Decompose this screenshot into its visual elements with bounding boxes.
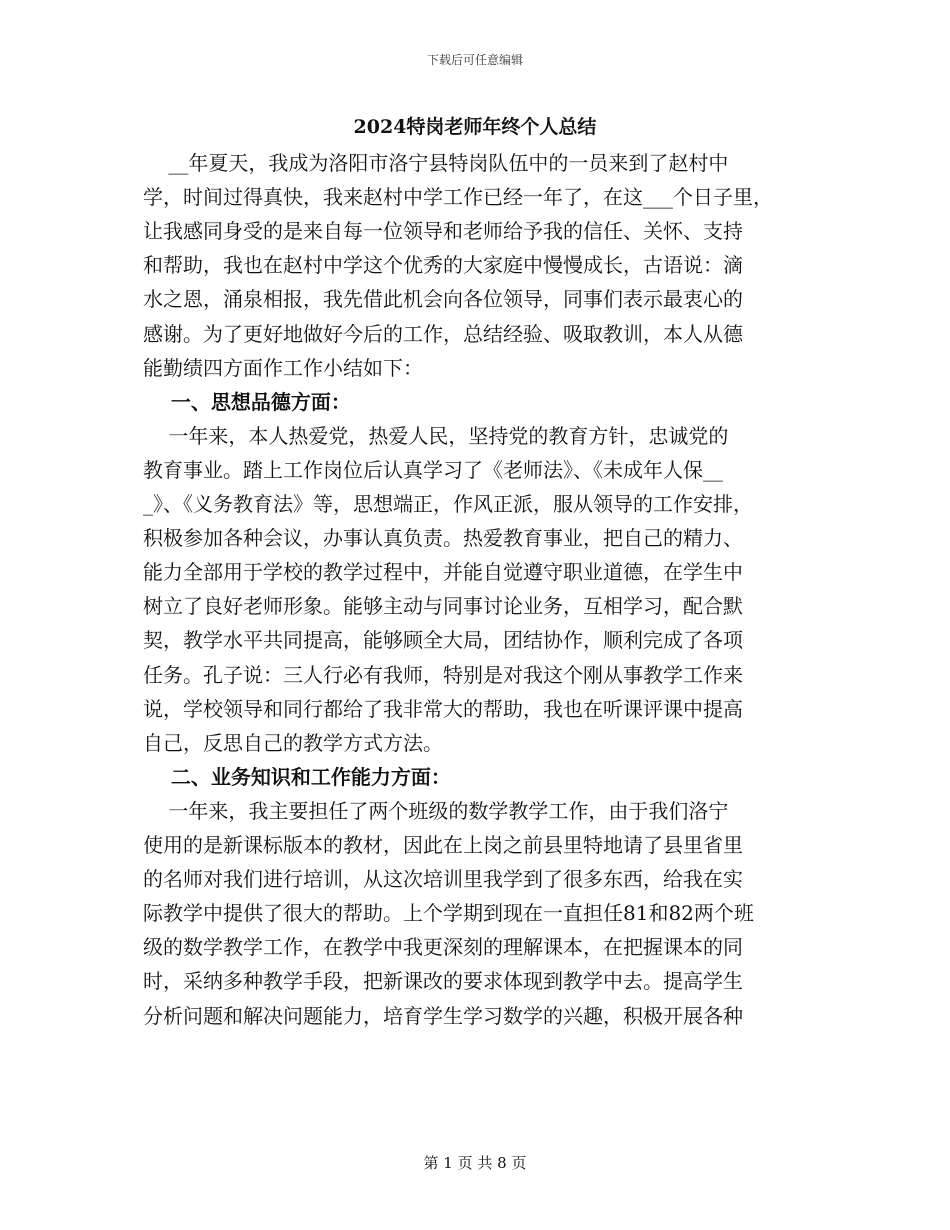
body-text-line: 树立了良好老师形象。能够主动与同事讨论业务，互相学习，配合默 [143, 594, 743, 619]
document-title: 2024特岗老师年终个人总结 [353, 116, 597, 138]
body-text-line: 学，时间过得真快，我来赵村中学工作已经一年了，在这___个日子里， [143, 185, 773, 210]
body-text-line: 积极参加各种会议，办事认真负责。热爱教育事业，把自己的精力、 [143, 526, 743, 551]
body-text-line: 任务。孔子说：三人行必有我师，特别是对我这个刚从事教学工作来 [143, 662, 743, 687]
body-text-line: 教育事业。踏上工作岗位后认真学习了《老师法》、《未成年人保__ [143, 457, 723, 482]
body-text-line: 一年来，本人热爱党，热爱人民，坚持党的教育方针，忠诚党的 [143, 423, 729, 448]
body-text-line: 和帮助，我也在赵村中学这个优秀的大家庭中慢慢成长，古语说：滴 [143, 253, 743, 278]
section-heading: 二、业务知识和工作能力方面： [143, 764, 451, 789]
page-header-note: 下载后可任意编辑 [426, 53, 523, 67]
page-number: 第 1 页 共 8 页 [423, 1154, 527, 1172]
body-text-line: 水之恩，涌泉相报，我先借此机会向各位领导，同事们表示最衷心的 [143, 287, 743, 312]
body-text-line: 能勤绩四方面作工作小结如下： [143, 355, 423, 380]
body-text-line: 分析问题和解决问题能力，培育学生学习数学的兴趣，积极开展各种 [143, 1003, 743, 1028]
body-text-line: 说，学校领导和同行都给了我非常大的帮助，我也在听课评课中提高 [143, 696, 743, 721]
section-heading: 一、思想品德方面： [143, 389, 351, 414]
body-text-line: 自己，反思自己的教学方式方法。 [143, 730, 443, 755]
body-text-line: 让我感同身受的是来自每一位领导和老师给予我的信任、关怀、支持 [143, 219, 743, 244]
body-text-line: __年夏天，我成为洛阳市洛宁县特岗队伍中的一员来到了赵村中 [143, 151, 729, 175]
body-text-line: 使用的是新课标版本的教材，因此在上岗之前县里特地请了县里省里 [143, 833, 743, 857]
body-text-line: 一年来，我主要担任了两个班级的数学教学工作，由于我们洛宁 [143, 798, 729, 823]
body-text-line: 时，采纳多种教学手段，把新课改的要求体现到教学中去。提高学生 [143, 969, 743, 994]
body-text-line: 的名师对我们进行培训，从这次培训里我学到了很多东西，给我在实 [143, 867, 743, 892]
body-text-line: 契，教学水平共同提高，能够顾全大局，团结协作，顺利完成了各项 [143, 628, 743, 653]
body-text-line: _》、《义务教育法》等，思想端正，作风正派，服从领导的工作安排， [143, 492, 753, 516]
body-text-line: 能力全部用于学校的教学过程中，并能自觉遵守职业道德，在学生中 [143, 560, 743, 585]
body-text-line: 际教学中提供了很大的帮助。上个学期到现在一直担任81和82两个班 [143, 901, 754, 926]
body-text-line: 感谢。为了更好地做好今后的工作，总结经验、吸取教训，本人从德 [143, 321, 743, 346]
body-text-line: 级的数学教学工作，在教学中我更深刻的理解课本，在把握课本的同 [143, 935, 743, 960]
